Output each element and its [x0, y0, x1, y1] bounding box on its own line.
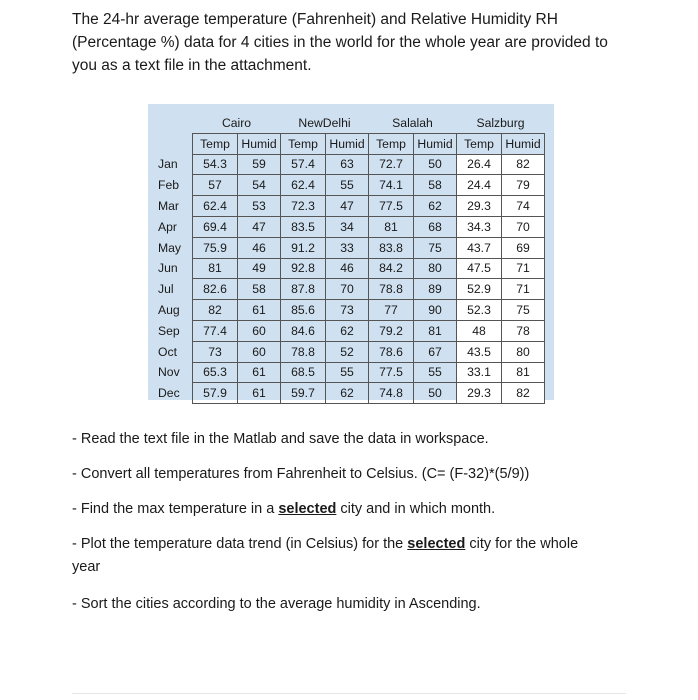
humid-cell: 82 [502, 154, 545, 175]
city-name: NewDelhi [298, 115, 351, 130]
column-header-humid: Humid [502, 133, 545, 154]
table-row [156, 279, 545, 300]
table-row [156, 300, 545, 321]
temp-cell: 29.3 [457, 383, 502, 404]
month-label: May [158, 240, 182, 255]
intro-line: (Percentage %) data for 4 cities in the world for the whole year are provided to [72, 34, 608, 51]
humid-cell: 34 [326, 216, 369, 237]
humid-cell: 33 [326, 237, 369, 258]
task-item: - Convert all temperatures from Fahrenheit to Celsius. (C= (F-32)*(5/9)) [72, 466, 530, 482]
task-item [72, 498, 632, 520]
temp-cell: 74.1 [369, 175, 414, 196]
temp-cell: 77.5 [369, 362, 414, 383]
table-row [156, 341, 545, 362]
humid-cell: 69 [502, 237, 545, 258]
temp-cell: 84.2 [369, 258, 414, 279]
column-header-temp: Temp [457, 133, 502, 154]
month-label: Jul [158, 282, 174, 297]
temp-cell: 57.9 [193, 383, 238, 404]
humid-cell: 62 [326, 320, 369, 341]
table-row [156, 383, 545, 404]
humid-cell: 80 [502, 341, 545, 362]
humid-cell: 59 [238, 154, 281, 175]
temp-cell: 59.7 [281, 383, 326, 404]
humid-cell: 49 [238, 258, 281, 279]
humid-cell: 81 [502, 362, 545, 383]
humid-cell: 70 [502, 216, 545, 237]
humid-cell: 80 [414, 258, 457, 279]
humid-cell: 47 [238, 216, 281, 237]
column-header-temp: Temp [369, 133, 414, 154]
humid-cell: 60 [238, 320, 281, 341]
temp-cell: 82.6 [193, 279, 238, 300]
humid-cell: 50 [414, 154, 457, 175]
temp-cell: 84.6 [281, 320, 326, 341]
temp-cell: 81 [369, 216, 414, 237]
month-label: Mar [158, 199, 179, 214]
temp-cell: 43.5 [457, 341, 502, 362]
temp-cell: 75.9 [193, 237, 238, 258]
task-text: - Find the max temperature in a [72, 501, 279, 517]
temp-cell: 79.2 [369, 320, 414, 341]
temp-cell: 33.1 [457, 362, 502, 383]
temp-cell: 69.4 [193, 216, 238, 237]
temp-cell: 65.3 [193, 362, 238, 383]
humid-cell: 75 [414, 237, 457, 258]
column-header-humid: Humid [238, 133, 281, 154]
column-header-humid: Humid [326, 133, 369, 154]
column-header-temp: Temp [281, 133, 326, 154]
humid-cell: 61 [238, 300, 281, 321]
humid-cell: 62 [414, 196, 457, 217]
city-name: Cairo [221, 115, 252, 130]
table-row [156, 216, 545, 237]
temp-cell: 78.6 [369, 341, 414, 362]
temp-cell: 85.6 [281, 300, 326, 321]
month-label: Nov [158, 365, 180, 380]
humid-cell: 54 [238, 175, 281, 196]
month-label: Oct [158, 344, 177, 359]
table-row [156, 237, 545, 258]
humid-cell: 79 [502, 175, 545, 196]
humid-cell: 55 [414, 362, 457, 383]
month-label: Jan [158, 157, 178, 172]
humid-cell: 89 [414, 279, 457, 300]
humid-cell: 68 [414, 216, 457, 237]
month-label: Aug [158, 303, 180, 318]
emphasis-text: selected [278, 501, 337, 517]
temp-cell: 68.5 [281, 362, 326, 383]
temp-cell: 26.4 [457, 154, 502, 175]
temp-cell: 52.9 [457, 279, 502, 300]
humid-cell: 52 [326, 341, 369, 362]
temp-cell: 74.8 [369, 383, 414, 404]
table-row [156, 258, 545, 279]
humid-cell: 60 [238, 341, 281, 362]
temp-cell: 73 [193, 341, 238, 362]
temp-cell: 77 [369, 300, 414, 321]
temp-cell: 29.3 [457, 196, 502, 217]
temp-cell: 62.4 [281, 175, 326, 196]
humid-cell: 75 [502, 300, 545, 321]
month-label: Jun [158, 261, 178, 276]
humid-cell: 46 [238, 237, 281, 258]
humid-cell: 58 [414, 175, 457, 196]
column-header-temp: Temp [193, 133, 238, 154]
humid-cell: 55 [326, 362, 369, 383]
humid-cell: 82 [502, 383, 545, 404]
humid-cell: 61 [238, 383, 281, 404]
temp-cell: 78.8 [281, 341, 326, 362]
temp-cell: 52.3 [457, 300, 502, 321]
humid-cell: 70 [326, 279, 369, 300]
temp-cell: 62.4 [193, 196, 238, 217]
month-label: Dec [158, 386, 180, 401]
month-label: Feb [158, 178, 180, 193]
humid-cell: 61 [238, 362, 281, 383]
temp-cell: 48 [457, 320, 502, 341]
city-name: Salalah [392, 115, 433, 130]
temp-cell: 77.4 [193, 320, 238, 341]
temp-cell: 92.8 [281, 258, 326, 279]
humid-cell: 55 [326, 175, 369, 196]
city-name: Salzburg [476, 115, 525, 130]
task-text: city and in which month. [336, 501, 496, 517]
intro-line: you as a text file in the attachment. [72, 57, 312, 74]
task-item-continuation: year [72, 559, 101, 575]
temp-cell: 57.4 [281, 154, 326, 175]
temp-cell: 77.5 [369, 196, 414, 217]
page-divider [72, 693, 626, 694]
temp-cell: 82 [193, 300, 238, 321]
humid-cell: 71 [502, 279, 545, 300]
humid-cell: 53 [238, 196, 281, 217]
humid-cell: 90 [414, 300, 457, 321]
task-item: - Sort the cities according to the average humidity in Ascending. [72, 596, 481, 612]
temp-cell: 47.5 [457, 258, 502, 279]
humid-cell: 73 [326, 300, 369, 321]
temp-cell: 34.3 [457, 216, 502, 237]
humid-cell: 78 [502, 320, 545, 341]
table-row [156, 320, 545, 341]
humid-cell: 46 [326, 258, 369, 279]
temp-cell: 72.3 [281, 196, 326, 217]
humid-cell: 71 [502, 258, 545, 279]
temp-cell: 83.5 [281, 216, 326, 237]
intro-line: The 24-hr average temperature (Fahrenheit) and Relative Humidity RH [72, 11, 558, 28]
humid-cell: 74 [502, 196, 545, 217]
temp-cell: 72.7 [369, 154, 414, 175]
column-header-humid: Humid [414, 133, 457, 154]
humid-cell: 58 [238, 279, 281, 300]
task-item [72, 533, 632, 555]
data-table-image [148, 104, 554, 400]
task-item: - Read the text file in the Matlab and save the data in workspace. [72, 431, 489, 447]
task-text: city for the whole [465, 536, 579, 552]
month-label: Sep [158, 323, 180, 338]
city-header-row [156, 113, 545, 133]
temp-cell: 81 [193, 258, 238, 279]
temp-cell: 78.8 [369, 279, 414, 300]
table-row [156, 154, 545, 175]
temp-cell: 24.4 [457, 175, 502, 196]
problem-intro [72, 8, 632, 77]
humid-cell: 67 [414, 341, 457, 362]
column-header-row [156, 133, 545, 154]
table-row [156, 175, 545, 196]
table-row [156, 196, 545, 217]
weather-table [156, 113, 545, 404]
humid-cell: 47 [326, 196, 369, 217]
humid-cell: 81 [414, 320, 457, 341]
temp-cell: 54.3 [193, 154, 238, 175]
temp-cell: 91.2 [281, 237, 326, 258]
temp-cell: 83.8 [369, 237, 414, 258]
table-row [156, 362, 545, 383]
humid-cell: 62 [326, 383, 369, 404]
temp-cell: 57 [193, 175, 238, 196]
temp-cell: 43.7 [457, 237, 502, 258]
humid-cell: 63 [326, 154, 369, 175]
humid-cell: 50 [414, 383, 457, 404]
month-label: Apr [158, 219, 177, 234]
temp-cell: 87.8 [281, 279, 326, 300]
task-text: - Plot the temperature data trend (in Celsius) for the [72, 536, 408, 552]
emphasis-text: selected [407, 536, 466, 552]
